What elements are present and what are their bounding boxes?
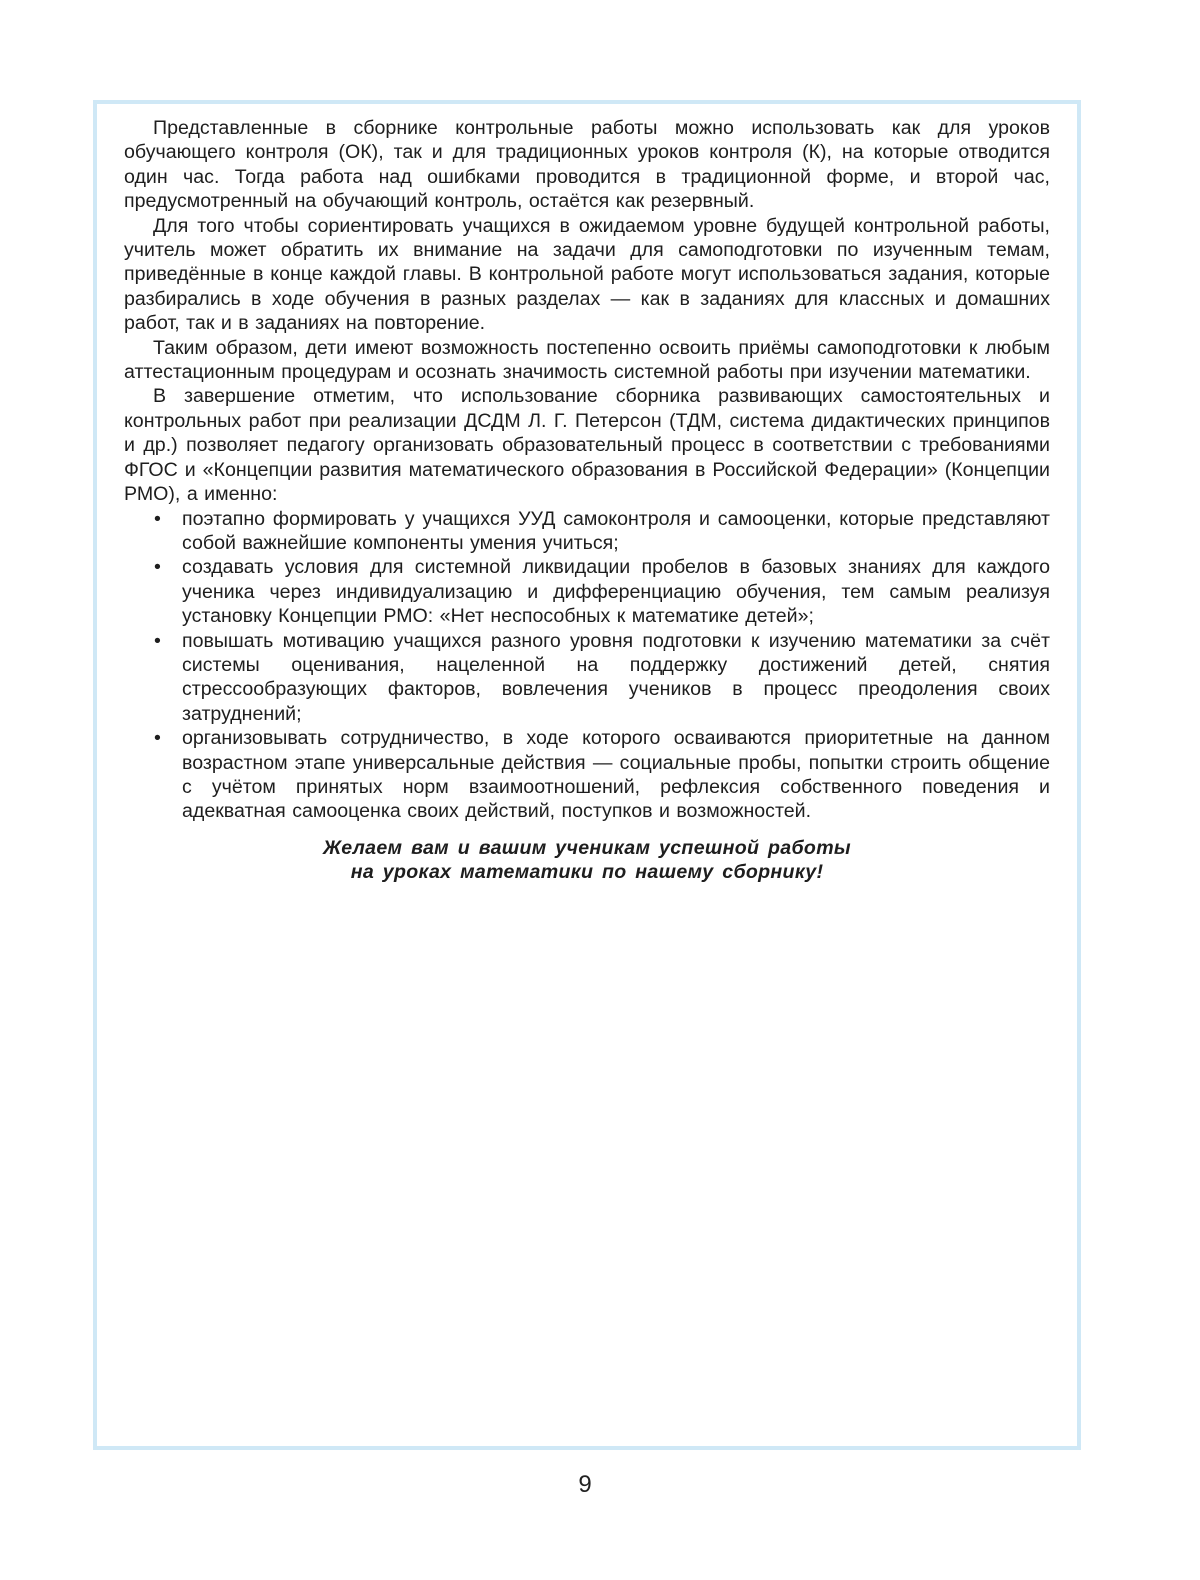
bullet-icon: •: [154, 727, 161, 750]
paragraph-3: Таким образом, дети имеют возможность постепенно освоить приёмы самоподготовки к любым аттестационным процедурам и осознать значимость системной работы при изучении математики.: [124, 336, 1050, 384]
paragraph-4: В завершение отметим, что использование сборника развивающих самостоятельных и контрольных работ при реализации ДСДМ Л. Г. Петерсон (ТДМ, система дидактических принципов и др.) позволяет педагогу организовать образовательный процесс в соответствии с требованиями ФГОС и «Концепции развития математического образования в Российской Федерации» (Концепции РМО), а именно:: [124, 385, 1050, 506]
bullet-text-4: организовывать сотрудничество, в ходе которого осваиваются приоритетные на данном возрастном этапе универсальные действия — социальные пробы, попытки строить общение с учётом принятых норм взаимоотношений, рефлексия собственного поведения и адекватная самооценка своих действий, поступков и возможностей.: [182, 727, 1050, 823]
paragraph-1: Представленные в сборнике контрольные работы можно использовать как для уроков обучающего контроля (ОК), так и для традиционных уроков контроля (К), на которые отводится один час. Тогда работа над ошибками проводится в традиционной форме, и второй час, предусмотренный на обучающий контроль, остаётся как резервный.: [124, 117, 1050, 213]
closing-wish: [124, 836, 1050, 885]
bullet-item-3: [124, 629, 1050, 727]
page-number: 9: [578, 1471, 592, 1498]
page-content: [124, 116, 1050, 885]
closing-line-1: Желаем вам и вашим ученикам успешной работы: [323, 836, 851, 859]
bullet-icon: •: [154, 556, 161, 579]
bullet-item-4: [124, 726, 1050, 824]
paragraph-2: Для того чтобы сориентировать учащихся в ожидаемом уровне будущей контрольной работы, учитель может обратить их внимание на задачи для самоподготовки по изученным темам, приведённые в конце каждой главы. В контрольной работе могут использоваться задания, которые разбирались в ходе обучения в разных разделах — как в заданиях для классных и домашних работ, так и в заданиях на повторение.: [124, 214, 1050, 335]
closing-line-2: на уроках математики по нашему сборнику!: [350, 861, 824, 884]
bullet-icon: •: [154, 629, 161, 652]
bullet-text-1: поэтапно формировать у учащихся УУД самоконтроля и самооценки, которые представляют собой важнейшие компоненты умения учиться;: [182, 507, 1050, 554]
bullet-icon: •: [154, 507, 161, 530]
bullet-list: [124, 507, 1050, 824]
bullet-text-3: повышать мотивацию учащихся разного уровня подготовки к изучению математики за счёт системы оценивания, нацеленной на поддержку достижений детей, снятия стрессообразующих факторов, вовлечения учеников в процесс преодоления своих затруднений;: [182, 629, 1050, 725]
bullet-item-1: [124, 507, 1050, 556]
bullet-item-2: [124, 555, 1050, 628]
bullet-text-2: создавать условия для системной ликвидации пробелов в базовых знаниях для каждого ученика через индивидуализацию и дифференциацию обучения, тем самым реализуя установку Концепции РМО: «Нет неспособных к математике детей»;: [182, 556, 1050, 628]
